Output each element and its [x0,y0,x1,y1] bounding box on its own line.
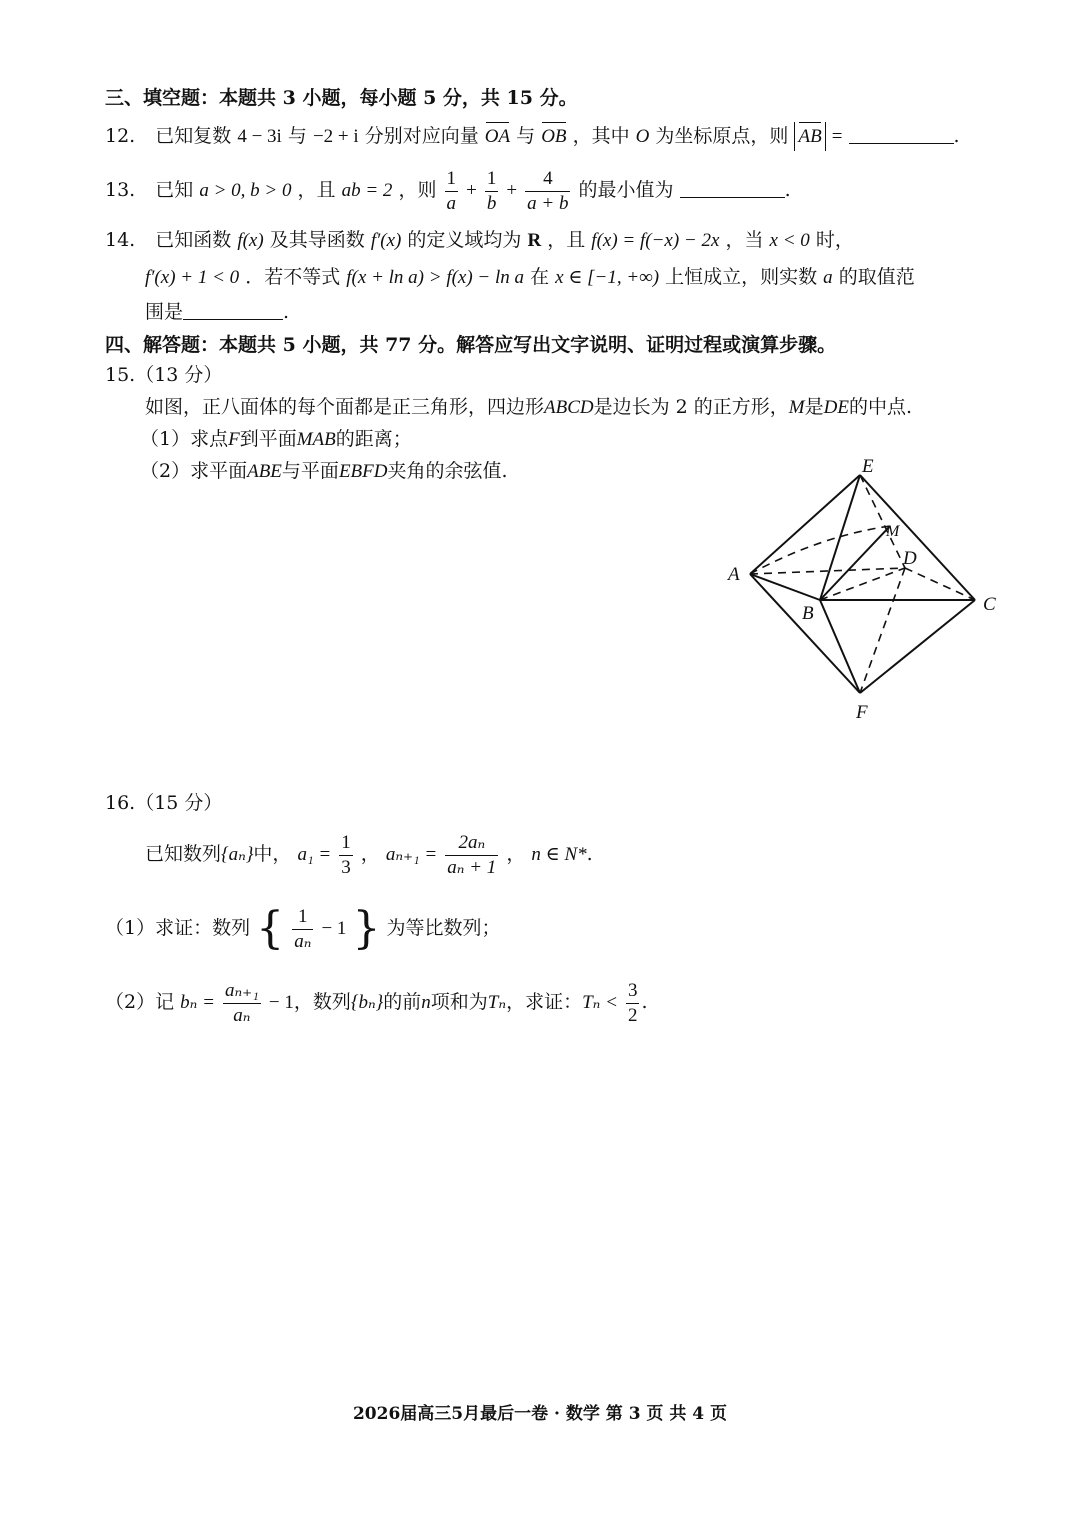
variable-n: n [421,992,431,1013]
condition: ab = 2 [341,180,393,201]
edge-cf [860,600,975,693]
label-c: C [983,594,996,615]
edge-ec [860,475,975,600]
q14-text: 的定义域均为 [407,229,522,251]
question-number: 12. [105,125,136,147]
question-16-part-2 [105,974,648,1031]
question-16-stem [145,826,593,883]
q13-text: ，则 [398,179,437,201]
complex-z2: −2 + i [312,126,359,147]
q15-text: 如图，正八面体的每个面都是正三角形，四边形 [145,396,545,418]
derivative-condition: f′(x) + 1 < 0 [145,267,240,288]
q14-text: 的取值范 [838,266,915,288]
q15-text: （2）求平面 [140,460,248,482]
question-14-line-1 [105,226,854,255]
q13-text: 的最小值为 [578,179,674,201]
q12-text: 已知复数 [155,125,232,147]
plane-abe: ABE [247,461,282,482]
fraction-1-over-b: $\frac{1}{b}$ [486,167,497,214]
minus-one: − 1 [268,992,294,1013]
minus-one: − 1 [321,918,347,939]
question-12 [105,122,960,151]
equals-sign: = [831,126,843,147]
page-footer: 2026届高三5月最后一卷 · 数学 第 3 页 共 4 页 [352,1404,728,1424]
q14-text: ．若不等式 [245,266,341,288]
q14-text: 在 [530,266,550,288]
plane-ebfd: EBFD [338,461,388,482]
question-15-header: 15.（13 分） [105,364,223,386]
point-f: F [228,429,240,450]
vector-ab: AB [798,123,821,151]
q15-text: 到平面 [239,428,297,450]
q14-text: 及其导函数 [269,229,365,251]
vector-oa: OA [485,123,510,151]
label-m: M [886,523,900,540]
q14-text: ，当 [725,229,764,251]
vector-ob: OB [541,123,566,151]
q12-text: 为坐标原点，则 [655,125,789,147]
inequality: f(x + ln a) > f(x) − ln a [346,267,525,288]
q12-text: 分别对应向量 [364,125,479,147]
fraction-4-over-a-plus-b: $\frac{4}{a + b}$ [527,167,569,214]
plane-mab: MAB [296,429,336,450]
question-14-line-3 [145,298,289,326]
question-number: 14. [105,229,136,251]
q15-text: 是边长为 2 的正方形， [593,396,789,418]
question-15-part-1 [140,425,412,454]
q15-text: （1）求点 [140,428,229,450]
variable-a: a [823,267,833,288]
q15-text: 夹角的余弦值. [387,460,508,482]
right-brace: } [352,903,381,954]
edge-bm [820,526,890,600]
segment-de: DE [823,397,849,418]
domain: x ∈ [−1, +∞) [555,267,660,288]
edge-af [750,574,860,693]
answer-blank[interactable] [680,181,785,198]
sequence-an: {aₙ} [221,844,254,865]
period: . [283,301,290,323]
q13-text: 已知 [155,179,194,201]
section-heading-fill-in: 三、填空题：本题共 3 小题，每小题 5 分，共 15 分。 [105,87,578,109]
fraction-1-over-a: $\frac{1}{a}$ [446,167,457,214]
functional-equation: f(x) = f(−x) − 2x [591,230,720,251]
q15-text: 的中点. [848,396,913,418]
q14-text: 围是 [145,301,184,323]
q16-text: ，数列 [293,991,351,1013]
origin-o: O [635,126,650,147]
q14-text: 上恒成立，则实数 [665,266,818,288]
q15-text: 的距离； [335,428,412,450]
plus-sign: + [466,180,477,201]
plus-sign: + [506,180,518,201]
square-abcd: ABCD [544,397,594,418]
label-f: F [856,702,868,723]
q16-text: （2）记 [105,991,175,1013]
edge-bd [820,568,905,600]
q16-text: 已知数列 [145,843,222,865]
function-f: f(x) [237,230,264,251]
q16-text: 为等比数列； [386,917,501,939]
recurrence-label: aₙ₊₁ = [385,844,438,865]
question-16-part-1 [105,898,501,959]
q14-text: 时， [815,229,854,251]
q14-text: ，且 [547,229,586,251]
edge-ab [750,574,820,600]
edge-ad [750,568,905,574]
section-heading-solutions: 四、解答题：本题共 5 小题，共 77 分。解答应写出文字说明、证明过程或演算步骤。 [105,334,837,356]
label-d: D [903,548,917,569]
edge-am [750,526,890,574]
answer-blank[interactable] [849,127,954,144]
label-b: B [802,603,814,624]
octahedron-figure [700,440,1040,740]
question-number: 13. [105,179,136,201]
n-in-naturals: n ∈ N* [531,844,587,865]
fraction-1-over-an: $\frac{1}{\text{aₙ}}$ [294,905,312,952]
q15-text: 与平面 [281,460,339,482]
fraction-one-third: $\frac{1}{3}$ [341,831,351,878]
q13-text: ，且 [297,179,336,201]
comma: ， [506,843,526,865]
q12-text: 与 [287,125,307,147]
period: . [784,179,791,201]
comma: ， [360,843,380,865]
left-brace: { [256,903,285,954]
derivative-f: f′(x) [370,230,402,251]
recurrence-fraction: $\frac{\text{2aₙ}}{\text{aₙ + 1}}$ [447,831,497,878]
fraction-three-halves: $\frac{3}{2}$ [627,979,638,1026]
edge-ed [860,475,905,568]
question-13 [105,162,791,219]
q16-text: 项和为 [430,991,488,1013]
condition: x < 0 [769,230,810,251]
edge-dc [905,568,975,600]
q12-text: ，其中 [572,125,630,147]
tn-inequality: Tₙ < [582,992,618,1013]
answer-blank[interactable] [183,303,283,320]
reals-symbol: R [527,230,542,251]
q16-text: ，求证： [506,991,583,1013]
hidden-edges [750,475,975,693]
question-14-line-2 [145,263,915,292]
tn-label: Tₙ [487,992,507,1013]
point-m: M [788,397,805,418]
q12-text: 与 [516,125,536,147]
q15-text: 是 [804,396,824,418]
complex-z1: 4 − 3i [237,126,282,147]
fraction-an1-over-an: $\frac{\text{aₙ₊₁}}{\text{aₙ}}$ [224,979,259,1026]
label-a: A [728,564,740,585]
period: . [641,991,648,1013]
q16-text: 的前 [383,991,422,1013]
a1-label: a₁ = [297,844,332,865]
q16-text: 中， [253,843,292,865]
q16-text: （1）求证：数列 [105,917,251,939]
question-16-header: 16.（15 分） [105,792,223,814]
period: . [586,843,593,865]
edge-bf [820,600,860,693]
q14-text: 已知函数 [155,229,232,251]
condition: a > 0, b > 0 [199,180,292,201]
question-15-part-2 [140,457,508,486]
label-e: E [862,456,874,477]
period: . [953,125,960,147]
question-15-stem [145,393,912,422]
bn-label: bₙ = [180,992,215,1013]
sequence-bn: {bₙ} [350,992,384,1013]
